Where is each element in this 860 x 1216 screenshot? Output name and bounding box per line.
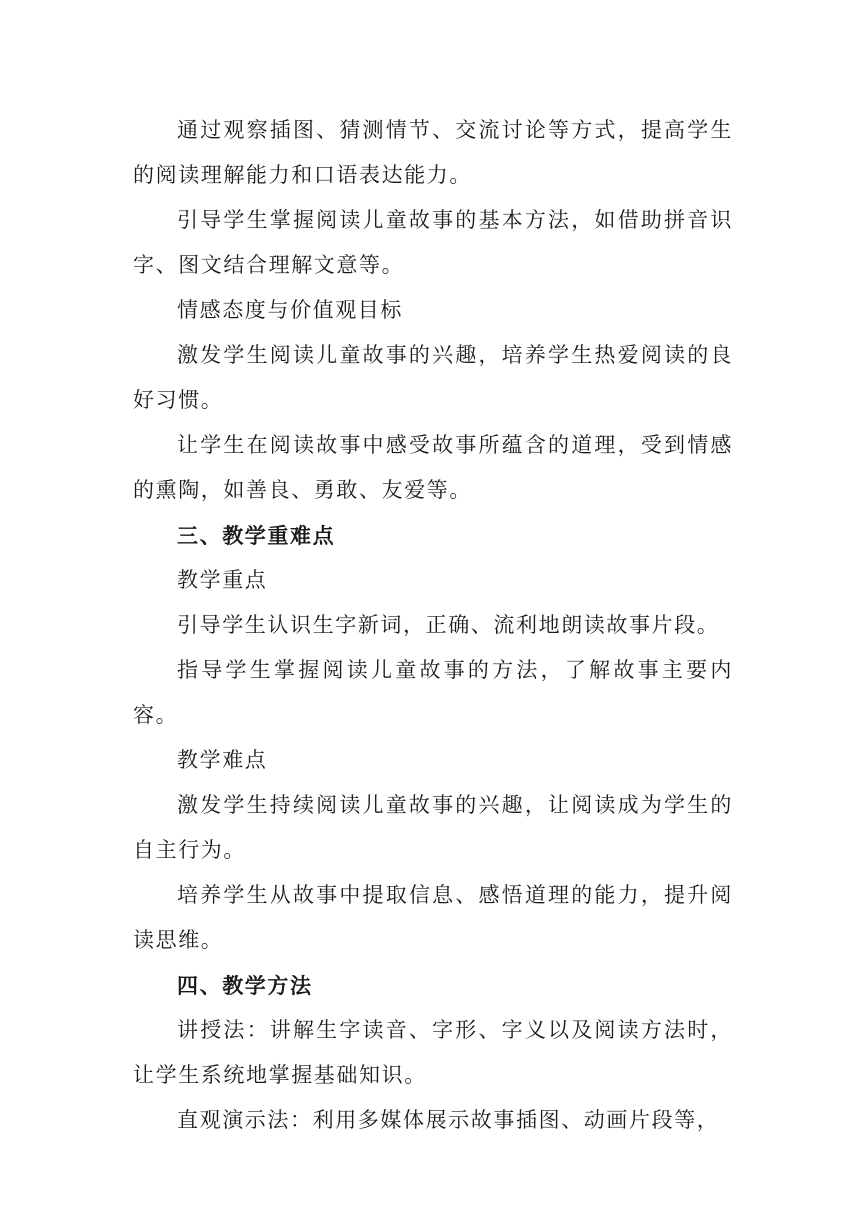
paragraph: 通过观察插图、猜测情节、交流讨论等方式，提高学生的阅读理解能力和口语表达能力。	[133, 118, 733, 187]
paragraph: 激发学生持续阅读儿童故事的兴趣，让阅读成为学生的自主行为。	[133, 793, 733, 862]
section-heading: 四、教学方法	[177, 973, 313, 998]
paragraph: 激发学生阅读儿童故事的兴趣，培养学生热爱阅读的良好习惯。	[133, 343, 733, 412]
paragraph: 引导学生认识生字新词，正确、流利地朗读故事片段。	[177, 613, 720, 637]
paragraph: 直观演示法：利用多媒体展示故事插图、动画片段等，	[177, 1108, 720, 1132]
paragraph: 培养学生从故事中提取信息、感悟道理的能力，提升阅读思维。	[133, 883, 733, 952]
paragraph: 讲授法：讲解生字读音、字形、字义以及阅读方法时，让学生系统地掌握基础知识。	[133, 1018, 733, 1087]
document-body	[133, 108, 733, 1143]
subheading: 教学难点	[177, 748, 268, 772]
section-heading: 三、教学重难点	[177, 523, 336, 548]
subheading: 教学重点	[177, 568, 268, 592]
subheading: 情感态度与价值观目标	[177, 298, 403, 322]
paragraph: 引导学生掌握阅读儿童故事的基本方法，如借助拼音识字、图文结合理解文意等。	[133, 208, 733, 277]
paragraph: 指导学生掌握阅读儿童故事的方法，了解故事主要内容。	[133, 658, 733, 727]
paragraph: 让学生在阅读故事中感受故事所蕴含的道理，受到情感的熏陶，如善良、勇敢、友爱等。	[133, 433, 733, 502]
